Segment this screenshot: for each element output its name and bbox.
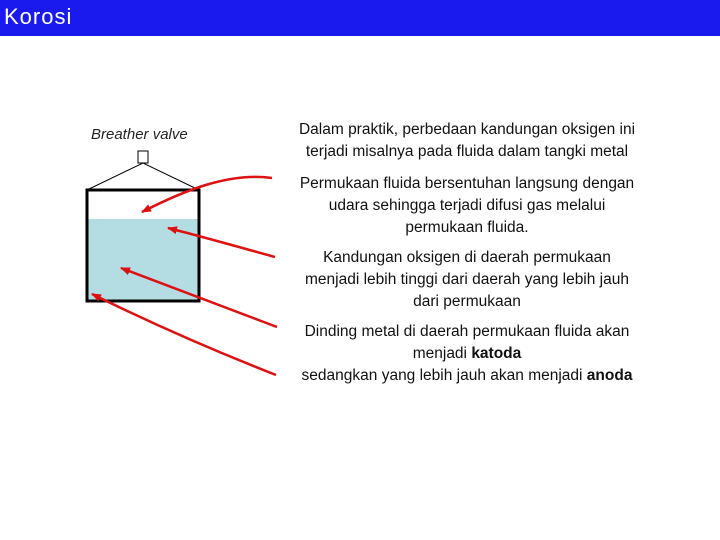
tank-roof xyxy=(87,163,199,190)
note-4 xyxy=(262,321,672,387)
note-4-line-1: Dinding metal di daerah permukaan fluida akan xyxy=(304,323,630,340)
note-2 xyxy=(262,173,672,239)
note-3-line-3: dari permukaan xyxy=(413,293,521,310)
arrow-to-surface xyxy=(142,177,272,212)
note-1-line-2: terjadi misalnya pada fluida dalam tangki metal xyxy=(305,143,629,160)
note-2-line-3: permukaan fluida. xyxy=(405,219,529,236)
note-4-line-2-text: menjadi xyxy=(412,345,472,362)
note-2-line-1: Permukaan fluida bersentuhan langsung dengan xyxy=(299,175,635,192)
katoda-term: katoda xyxy=(471,345,522,362)
note-1-line-1: Dalam praktik, perbedaan kandungan oksigen ini xyxy=(298,121,636,138)
note-3-line-2: menjadi lebih tinggi dari daerah yang lebih jauh xyxy=(304,271,629,288)
arrow-to-wall-bottom xyxy=(92,294,276,375)
note-1 xyxy=(262,119,672,163)
valve-label: Breather valve xyxy=(91,126,188,143)
note-3-line-1: Kandungan oksigen di daerah permukaan xyxy=(323,249,611,266)
note-3 xyxy=(262,247,672,313)
note-4-line-3 xyxy=(262,365,672,387)
note-4-line-3-text: sedangkan yang lebih jauh akan menjadi xyxy=(301,367,587,384)
note-4-line-2 xyxy=(262,343,672,365)
note-2-line-2: udara sehingga terjadi difusi gas melalui xyxy=(328,197,606,214)
page-title: Korosi xyxy=(4,4,73,29)
anoda-term: anoda xyxy=(586,367,633,384)
breather-valve xyxy=(138,151,148,163)
